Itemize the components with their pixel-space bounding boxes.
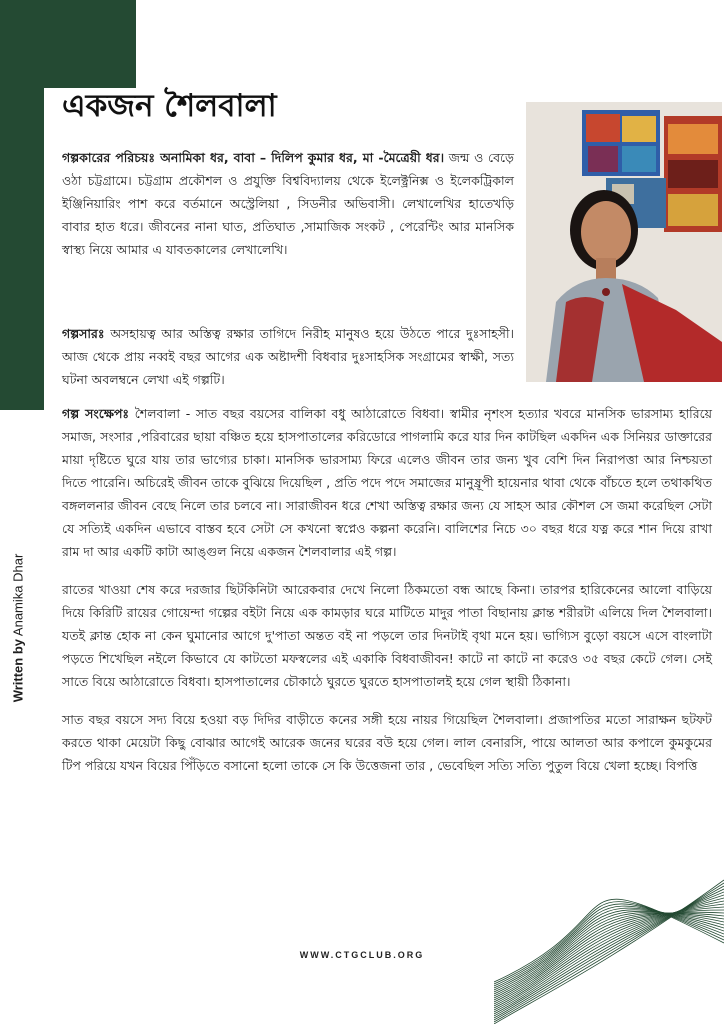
story-paragraph-2: সাত বছর বয়সে সদ্য বিয়ে হওয়া বড় দিদির বাড়ীতে কনের সঙ্গী হয়ে নায়র গিয়েছিল শৈলবালা। প্রজাপতির মতো সারাক্ষন ছটফট করতে থাকা মেয়েটা কিছু বোঝার আগেই আরেক জনের ঘরের বউ হয়ে গেল। লাল বেনারসি, পায়ে আলতা আর কপালে কুমকুমের টিপ পরিয়ে যখন বিয়ের পিঁড়িতে বসানো হলো তাকে সে কি উত্তেজনা তার , ভেবেছিল সত্যি সত্যি পুতুল বিয়ে খেলা হচ্ছে। বিপত্তি [62,712,712,773]
synopsis-label: গল্প সংক্ষেপঃ [62,406,130,421]
decorative-wave-lines [494,860,724,1024]
story-body [62,402,712,792]
summary-text: অসহায়ত্ব আর অস্তিত্ব রক্ষার তাগিদে নিরীহ মানুষও হয়ে উঠতে পারে দুঃসাহসী। আজ থেকে প্রায় নব্বই বছর আগের এক অষ্টাদশী বিধবার দুঃসাহসিক সংগ্রামের স্বাক্ষী, সত্য ঘটনা অবলম্বনে লেখা এই গল্পটি। [62,326,514,387]
summary-label: গল্পসারঃ [62,326,105,341]
intro-label: গল্পকারের পরিচয়ঃ অনামিকা ধর, বাবা – দিলিপ কুমার ধর, মা -মৈত্রেয়ী ধর। [62,150,445,165]
footer-url: WWW.CTGCLUB.ORG [299,950,425,960]
author-intro [62,146,514,261]
author-name: Anamika Dhar [10,553,26,637]
synopsis-text: শৈলবালা - সাত বছর বয়সের বালিকা বধু আঠারোতে বিধবা। স্বামীর নৃশংস হত্যার খবরে মানসিক ভারসাম্য হারিয়ে সমাজ, সংসার ,পরিবারের ছায়া বঞ্চিত হয়ে হাসপাতালের করিডোরে পাগলামি করে যার দিন কাটছিল একদিন এক সিনিয়র ডাক্তারের মায়া দৃষ্টিতে ঘুরে যায় তার ভাগ্যের চাকা। মানসিক ভারসাম্য ফিরে এলেও জীবন তার জন্য খুব বেশি দিন নিরাপত্তা আর নিশ্চয়তা দিতে পারেনি। অচিরেই জীবন তাকে বুঝিয়ে দিয়েছিল , প্রতি পদে পদে সমাজের মানুষ্রূপী হায়েনার থাবা থেকে বাঁচতে হলে তথাকথিত বঙ্গললনার জীবন বেছে নিলে তার চলবে না। সারাজীবন ধরে শেখা অস্তিত্ব রক্ষার জন্য যে সাহস আর কৌশল সে জমা করেছিল সেটা যে সত্যিই একদিন এভাবে বাস্তব হবে সেটা সে কখনো স্বপ্নেও কল্পনা করেনি। বালিশের নিচে ৩০ বছর ধরে যত্ন করে শান দিয়ে রাখা রাম দা আর একটি কাটা আঙ্গুল নিয়ে একজন শৈলবালার এই গল্প। [62,406,712,559]
page-title: একজন শৈলবালা [62,88,277,124]
story-paragraph-1: রাতের খাওয়া শেষ করে দরজার ছিটকিনিটা আরেকবার দেখে নিলো ঠিকমতো বন্ধ আছে কিনা। তারপর হারিকেনের আলো বাড়িয়ে দিয়ে কিরিটি রায়ের গোয়েন্দা গল্পের বইটা নিয়ে এক কামড়ার ঘরে মাটিতে মাদুর পাতা বিছানায় ক্লান্ত শরীরটা এলিয়ে দিল শৈলবালা। যতই ক্লান্ত হোক না কেন ঘুমানোর আগে দু'পাতা অন্তত বই না পড়লে তার দিনটাই বৃথা মনে হয়। ভাগ্যিস বুড়ো বয়সে এসে বাংলাটা পড়তে শিখেছিল নইলে কিভাবে যে কাটতো মফস্বলের এই একাকি বিধবাজীবন! কাটে না কাটে না করেও ৩৫ বছর কেটে গেল। সেই সাতে বিয়ে আঠারোতে বিধবা। হাসপাতালের চৌকাঠে ঘুরতে ঘুরতে হাসপাতালই হয়ে গেল স্থায়ী ঠিকানা। [62,582,712,689]
story-summary [62,322,514,391]
wave-line [494,883,724,1022]
wave-line [494,898,724,1012]
synopsis-paragraph [62,402,712,563]
author-prefix: Written by [10,638,26,703]
intro-text: জন্ম ও বেড়ে ওঠা চট্টগ্রামে। চট্টগ্রাম প্রকৌশল ও প্রযুক্তি বিশ্ববিদ্যালয় থেকে ইলেক্ট্রনিক্স ও ইলেকট্রিকাল ইঞ্জিনিয়ারিং পাশ করে বর্তমানে অস্ট্রেলিয়া , সিডনীর অভিবাসী। লেখালেখির হাতেখড়ি বাবার হাত ধরে। জীবনের নানা ঘাত, প্রতিঘাত ,সামাজিক সংকট , পেরেন্টিং আর মানসিক স্বাস্থ্য নিয়ে আমার এ যাবতকালের লেখালেখি। [62,150,514,257]
wave-line [494,911,724,994]
side-author-credit [11,554,26,703]
author-photo [526,102,722,382]
